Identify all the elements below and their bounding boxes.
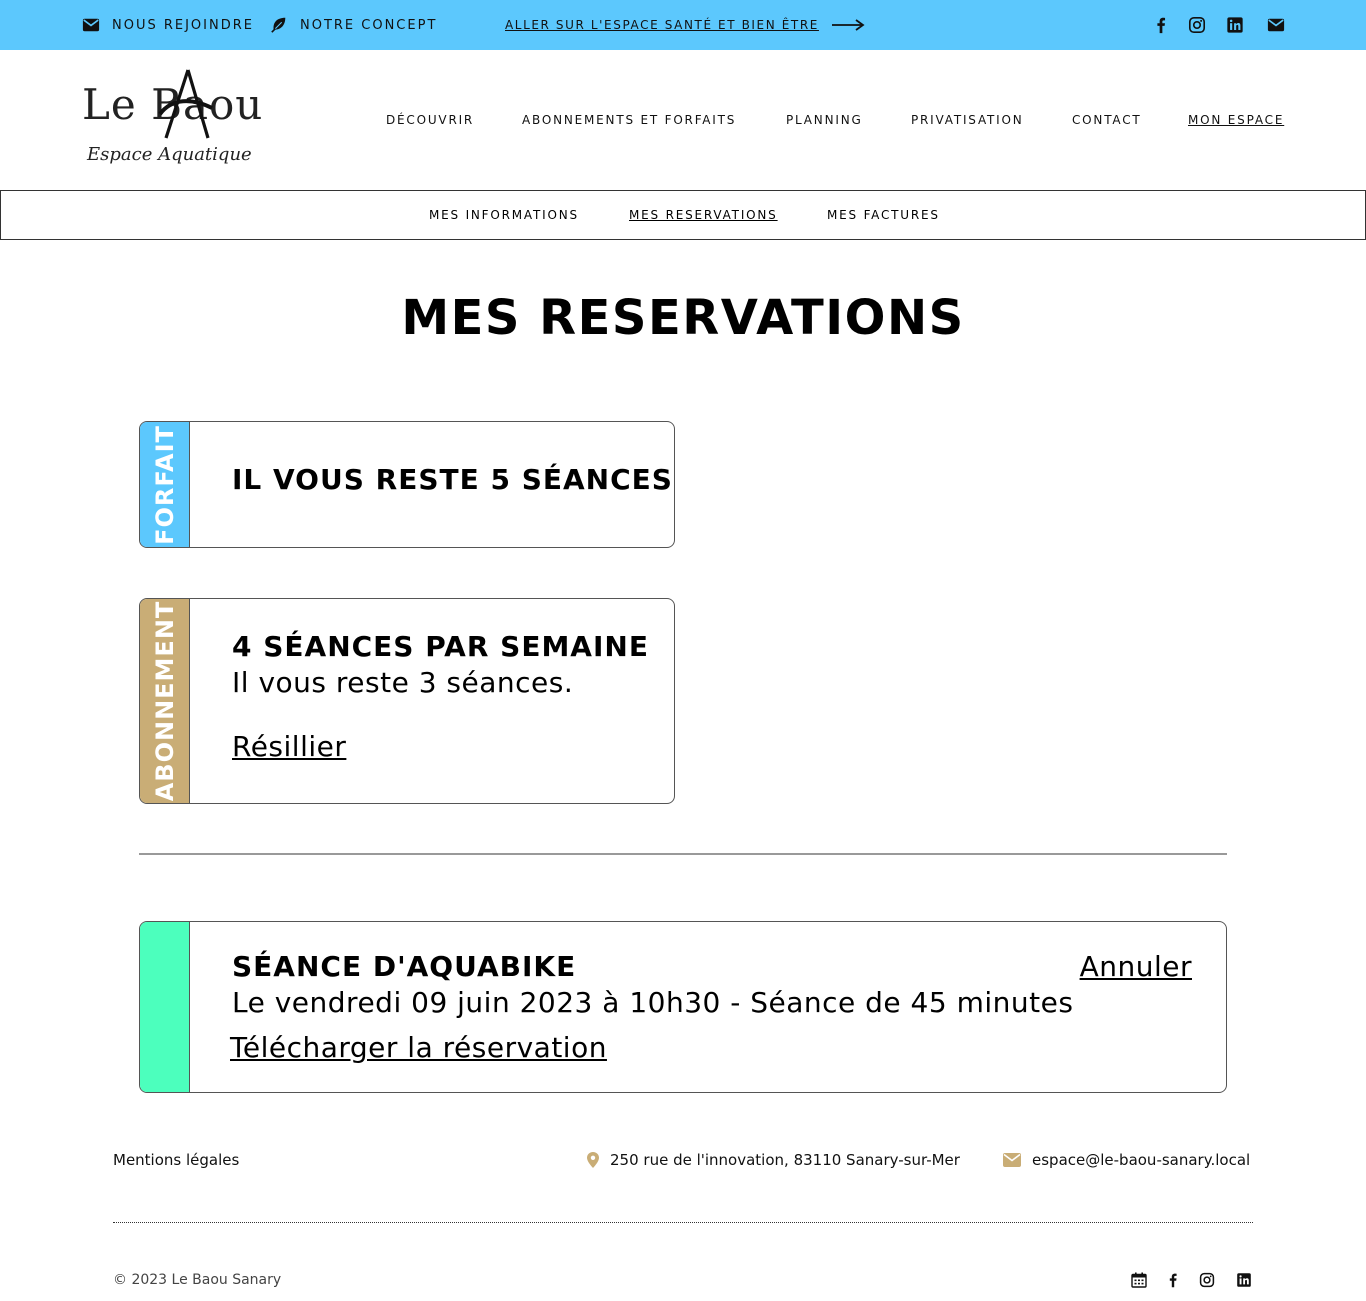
forfait-title: IL VOUS RESTE 5 SÉANCES xyxy=(232,463,673,496)
cancel-reservation-link[interactable]: Annuler xyxy=(1079,950,1192,983)
subnav-item-factures[interactable]: MES FACTURES xyxy=(827,208,940,222)
abonnement-tab-label: ABONNEMENT xyxy=(151,600,179,802)
social-links xyxy=(1152,0,1286,50)
footer-social-links xyxy=(1131,1272,1252,1288)
reservation-card xyxy=(139,921,1227,1093)
instagram-icon[interactable] xyxy=(1188,16,1206,34)
footer-divider xyxy=(113,1222,1253,1223)
nav-item-decouvrir[interactable]: DÉCOUVRIR xyxy=(386,113,475,127)
legal-link[interactable]: Mentions légales xyxy=(113,1151,240,1169)
footer-address xyxy=(586,1151,960,1169)
forfait-tab-label: FORFAIT xyxy=(151,424,179,545)
linkedin-icon[interactable] xyxy=(1226,16,1244,34)
facebook-icon[interactable] xyxy=(1152,16,1170,34)
abonnement-title: 4 SÉANCES PAR SEMAINE xyxy=(232,630,649,663)
logo-sub-text: Espace Aquatique xyxy=(87,144,252,165)
join-label: NOUS REJOINDRE xyxy=(112,17,254,33)
concept-link[interactable] xyxy=(270,0,437,50)
reservation-title: SÉANCE D'AQUABIKE xyxy=(232,950,577,983)
concept-label: NOTRE CONCEPT xyxy=(300,17,438,33)
download-reservation-link[interactable]: Télécharger la réservation xyxy=(230,1031,607,1064)
footer-email-text: espace@le-baou-sanary.local xyxy=(1032,1151,1251,1169)
leaf-icon xyxy=(270,16,288,34)
linkedin-icon[interactable] xyxy=(1236,1272,1252,1288)
facebook-icon[interactable] xyxy=(1165,1272,1181,1288)
section-divider xyxy=(139,853,1227,855)
logo[interactable] xyxy=(82,64,264,174)
nav-item-contact[interactable]: CONTACT xyxy=(1072,113,1142,127)
subnav-item-reservations[interactable]: MES RESERVATIONS xyxy=(629,208,778,222)
subnav-item-informations[interactable]: MES INFORMATIONS xyxy=(429,208,579,222)
mail-icon[interactable] xyxy=(1266,16,1286,34)
copyright: © 2023 Le Baou Sanary xyxy=(113,1272,282,1288)
account-subnav xyxy=(0,190,1366,240)
nav-item-planning[interactable]: PLANNING xyxy=(786,113,863,127)
mail-icon xyxy=(1002,1152,1022,1168)
nav-item-mon-espace[interactable]: MON ESPACE xyxy=(1188,113,1285,127)
page-title: MES RESERVATIONS xyxy=(401,290,965,346)
health-space-label: ALLER SUR L'ESPACE SANTÉ ET BIEN ÊTRE xyxy=(505,18,819,32)
footer-address-text: 250 rue de l'innovation, 83110 Sanary-sur-Mer xyxy=(610,1151,960,1169)
forfait-tab xyxy=(140,422,190,547)
health-space-link[interactable] xyxy=(505,0,865,50)
abonnement-tab xyxy=(140,599,190,803)
reservation-tab xyxy=(140,922,190,1092)
logo-main-text: Le Baou xyxy=(82,80,264,129)
forfait-card xyxy=(139,421,675,548)
join-link[interactable] xyxy=(82,0,254,50)
calendar-icon[interactable] xyxy=(1131,1272,1147,1288)
site-header xyxy=(0,50,1366,190)
nav-item-privatisation[interactable]: PRIVATISATION xyxy=(911,113,1024,127)
arrow-right-icon xyxy=(831,18,865,32)
top-bar xyxy=(0,0,1366,50)
instagram-icon[interactable] xyxy=(1199,1272,1215,1288)
cancel-subscription-link[interactable]: Résillier xyxy=(232,730,347,763)
reservation-details: Le vendredi 09 juin 2023 à 10h30 - Séance de 45 minutes xyxy=(232,986,1074,1019)
footer-email[interactable] xyxy=(1002,1151,1250,1169)
mail-icon xyxy=(82,16,100,34)
abonnement-remaining: Il vous reste 3 séances. xyxy=(232,666,574,699)
nav-item-abonnements[interactable]: ABONNEMENTS ET FORFAITS xyxy=(522,113,737,127)
abonnement-card xyxy=(139,598,675,804)
location-icon xyxy=(586,1151,600,1169)
logo-a-mark xyxy=(158,68,214,140)
